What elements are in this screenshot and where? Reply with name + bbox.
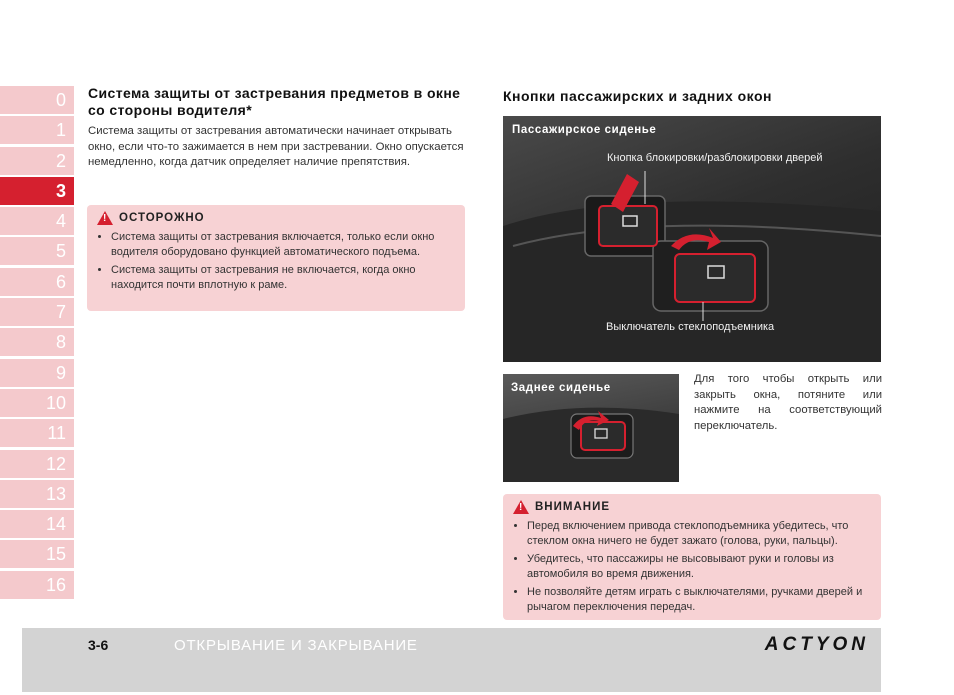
warning-icon — [513, 500, 529, 514]
chapter-tab[interactable]: 15 — [0, 540, 74, 568]
photo-caption-switch: Выключатель стеклоподъемника — [606, 321, 775, 333]
list-item: • Система защиты от застревания включается, только если окно водителя оборудовано функцией автоматического подъема. — [111, 230, 455, 259]
chapter-tab[interactable]: 0 — [0, 86, 74, 114]
chapter-tab[interactable]: 12 — [0, 450, 74, 478]
list-item: • Система защиты от застревания не включается, когда окно находится почти вплотную к раме. — [111, 263, 455, 292]
rear-switch-photo — [503, 374, 679, 482]
photo-label: Пассажирское сиденье — [512, 124, 657, 136]
chapter-tab-active[interactable]: 3 — [0, 177, 74, 205]
chapter-tab[interactable]: 10 — [0, 389, 74, 417]
attention-box — [503, 494, 881, 620]
chapter-tab[interactable]: 9 — [0, 359, 74, 387]
chapter-tab[interactable]: 11 — [0, 419, 74, 447]
caution-title: ОСТОРОЖНО — [119, 212, 205, 224]
list-item: • Не позволяйте детям играть с выключателями, ручками дверей и рычагом переключения передач. — [527, 585, 871, 614]
chapter-tab[interactable]: 13 — [0, 480, 74, 508]
caution-list — [97, 230, 455, 292]
chapter-tab[interactable]: 2 — [0, 147, 74, 175]
chapter-tab[interactable]: 6 — [0, 268, 74, 296]
list-item: • Перед включением привода стеклоподъемника убедитесь, что стеклом окна ничего не будет зажато (голова, руки, пальцы). — [527, 519, 871, 548]
brand-logo: ACTYON — [764, 634, 869, 655]
chapter-tabs — [0, 86, 74, 601]
page-number: 3-6 — [88, 637, 109, 653]
instruction-paragraph: Для того чтобы открыть или закрыть окна, потяните или нажмите на соответствующий переключатель. — [694, 373, 882, 432]
photo-caption-lock: Кнопка блокировки/разблокировки дверей — [607, 152, 823, 164]
chapter-tab[interactable]: 8 — [0, 328, 74, 356]
chapter-tab[interactable]: 1 — [0, 116, 74, 144]
section-heading-right: Кнопки пассажирских и задних окон — [503, 88, 773, 104]
page-footer — [22, 628, 881, 692]
chapter-tab[interactable]: 5 — [0, 237, 74, 265]
chapter-tab[interactable]: 16 — [0, 571, 74, 599]
photo-label-rear: Заднее сиденье — [511, 382, 611, 394]
warning-icon — [97, 211, 113, 225]
section-paragraph: Система защиты от застревания автоматически начинает открывать окно, если что-то зажимается в нем при застревании. Окно опускается немедленно, когда датчик определяет наличие препятствия. — [88, 125, 464, 168]
passenger-switch-photo — [503, 116, 881, 362]
caution-box — [87, 205, 465, 311]
list-item: • Убедитесь, что пассажиры не высовывают руки и головы из автомобиля во время движения. — [527, 552, 871, 581]
attention-list — [513, 519, 871, 614]
chapter-tab[interactable]: 14 — [0, 510, 74, 538]
section-heading: Система защиты от застревания предметов в окне со стороны водителя* — [88, 85, 461, 118]
chapter-tab[interactable]: 7 — [0, 298, 74, 326]
chapter-tab[interactable]: 4 — [0, 207, 74, 235]
chapter-title: ОТКРЫВАНИЕ И ЗАКРЫВАНИЕ — [174, 637, 418, 654]
attention-title: ВНИМАНИЕ — [535, 501, 611, 513]
